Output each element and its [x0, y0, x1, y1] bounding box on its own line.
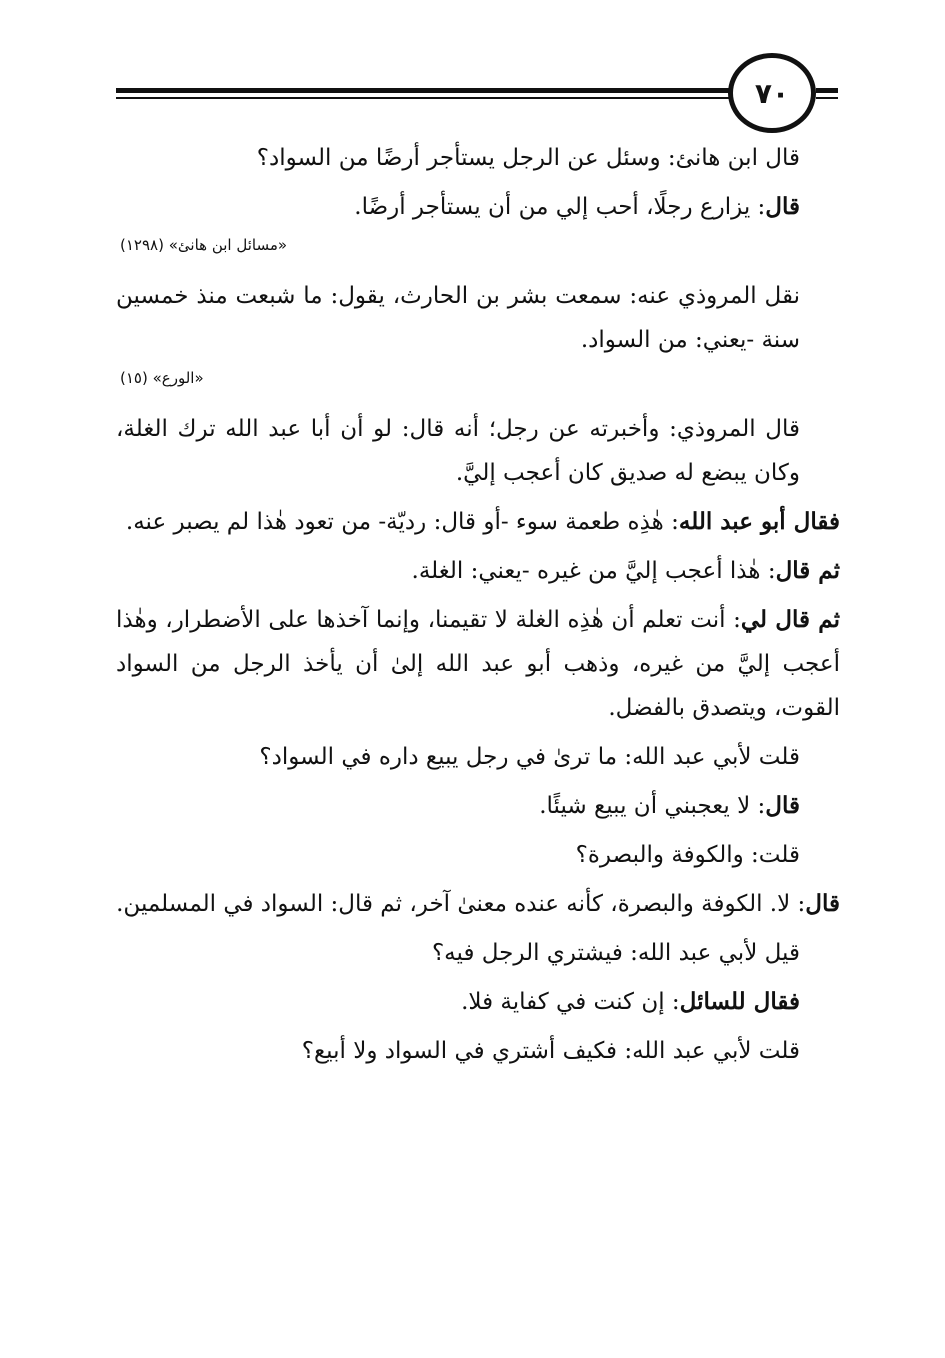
page-number: ٧٠: [754, 76, 790, 110]
paragraph-text: : إن كنت في كفاية فلا.: [461, 989, 680, 1015]
paragraph: [116, 833, 840, 877]
paragraph-text: نقل المروذي عنه: سمعت بشر بن الحارث، يقول: ما شبعت منذ خمسين سنة -يعني: من السواد.: [116, 283, 800, 353]
speaker-label: ثم قال لي: [740, 606, 840, 633]
paragraph: [116, 185, 840, 229]
paragraph-text: : هٰذِه طعمة سوء -أو قال: رديّة- من تعود هٰذا لم يصبر عنه.: [125, 509, 679, 535]
paragraph: [116, 882, 840, 926]
citation-text: «الورع» (١٥): [120, 369, 204, 387]
speaker-label: فقال للسائل: [679, 988, 800, 1015]
source-citation: [116, 234, 840, 256]
paragraph: [116, 549, 840, 593]
paragraph: [116, 407, 840, 495]
paragraph: [116, 931, 840, 975]
header-rule-right-thin: [816, 97, 838, 99]
paragraph: [116, 136, 840, 180]
paragraph: [116, 1029, 840, 1073]
source-citation: [116, 367, 840, 389]
paragraph-text: : أنت تعلم أن هٰذِه الغلة لا تقيمنا، وإنما آخذها على الأضطرار، وهٰذا أعجب إليَّ من غيره، وذهب أبو عبد الله إلىٰ أن يأخذ الرجل من السواد القوت، ويتصدق بالفضل.: [116, 607, 840, 721]
paragraph-text: قلت لأبي عبد الله: ما ترىٰ في رجل يبيع داره في السواد؟: [259, 744, 800, 770]
citation-text: «مسائل ابن هانئ» (١٢٩٨): [120, 236, 288, 254]
header-rule-left-thick: [116, 88, 730, 93]
paragraph: [116, 784, 840, 828]
paragraph-text: : يزارع رجلًا، أحب إلي من أن يستأجر أرضًا.: [354, 194, 766, 220]
page-number-badge: [728, 53, 816, 133]
paragraph-text: : لا. الكوفة والبصرة، كأنه عنده معنىٰ آخر، ثم قال: السواد في المسلمين.: [116, 891, 806, 917]
header-rule-right-thick: [816, 88, 838, 93]
paragraph-text: : لا يعجبني أن يبيع شيئًا.: [539, 793, 766, 819]
speaker-label: ثم قال: [775, 557, 840, 584]
paragraph: [116, 500, 840, 544]
paragraph-text: : هٰذا أعجب إليَّ من غيره -يعني: الغلة.: [411, 558, 776, 584]
speaker-label: قال: [765, 792, 800, 819]
paragraph: [116, 274, 840, 362]
speaker-label: فقال أبو عبد الله: [678, 508, 840, 535]
paragraph-text: قال المروذي: وأخبرته عن رجل؛ أنه قال: لو أن أبا عبد الله ترك الغلة، وكان يبضع له صديق كان أعجب إليَّ.: [116, 416, 800, 486]
paragraph: [116, 735, 840, 779]
speaker-label: قال: [805, 890, 840, 917]
paragraph: [116, 598, 840, 730]
page-header: [0, 0, 945, 140]
page-body: [116, 136, 840, 1078]
paragraph-text: قلت: والكوفة والبصرة؟: [575, 842, 800, 868]
paragraph-text: قلت لأبي عبد الله: فكيف أشتري في السواد ولا أبيع؟: [301, 1038, 800, 1064]
paragraph: [116, 980, 840, 1024]
header-rule-left-thin: [116, 97, 730, 99]
speaker-label: قال: [765, 193, 800, 220]
paragraph-text: قيل لأبي عبد الله: فيشتري الرجل فيه؟: [431, 940, 800, 966]
paragraph-text: قال ابن هانئ: وسئل عن الرجل يستأجر أرضًا من السواد؟: [256, 145, 800, 171]
